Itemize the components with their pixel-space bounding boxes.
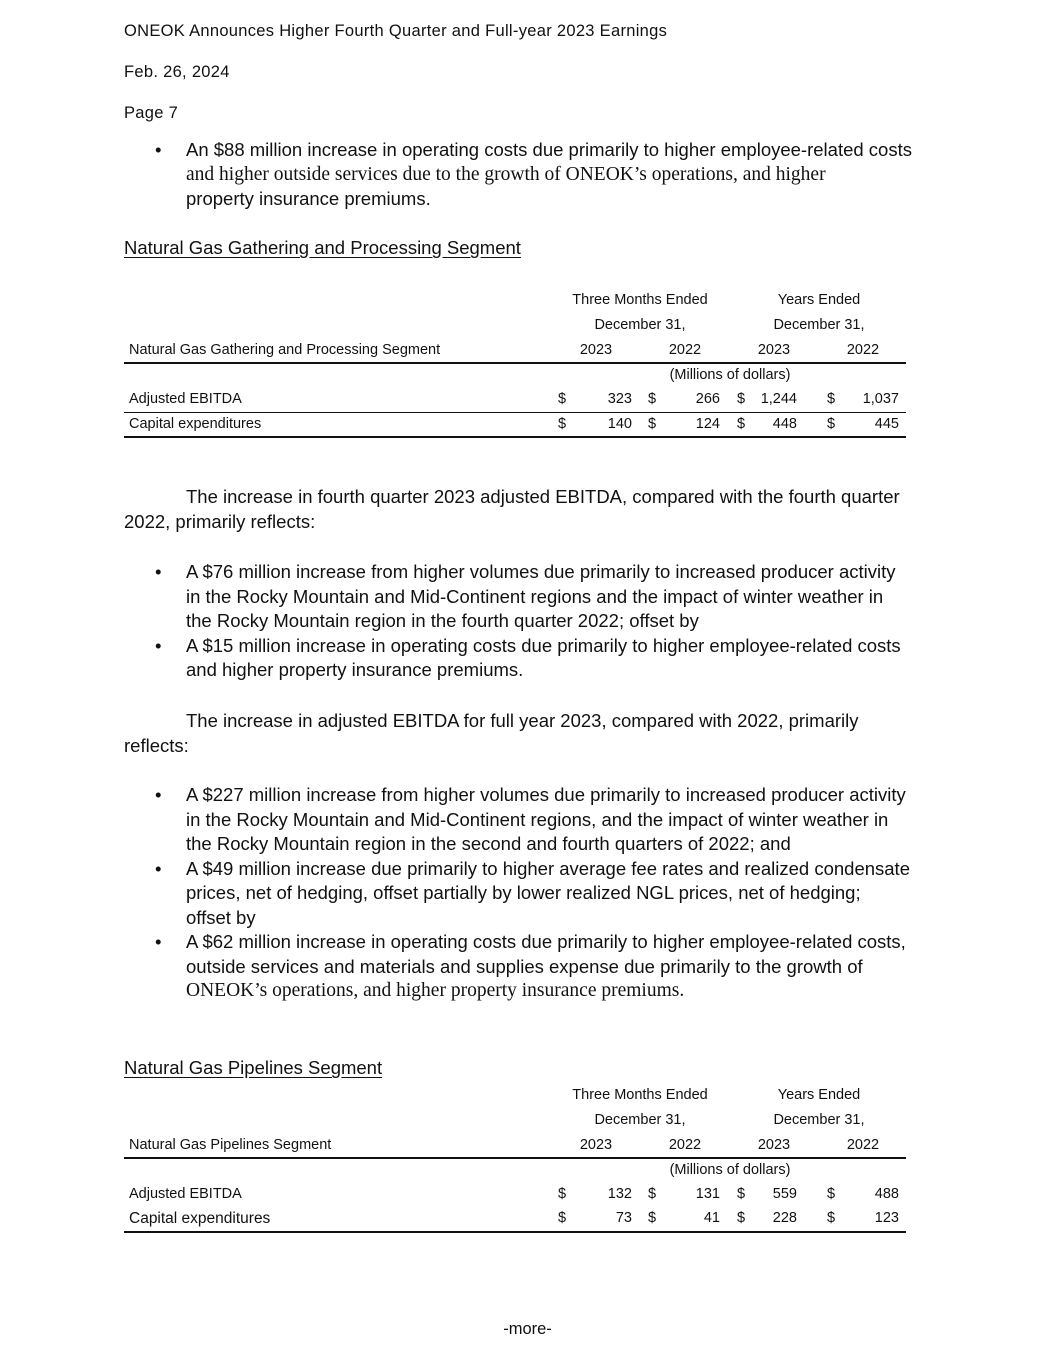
bullet-icon: •: [155, 784, 162, 805]
table-cell: 132: [607, 1186, 632, 1202]
table-cell: 131: [695, 1186, 720, 1202]
table-rule: [124, 362, 906, 364]
column-group-subheader: December 31,: [594, 1112, 686, 1128]
table-cell: 73: [615, 1210, 632, 1226]
table-rule: [124, 1231, 906, 1233]
list-item: • A $76 million increase from higher volumes due primarily to increased producer activity in the Rocky Mountain and Mid-Continent regions and the impact of winter weather in the Rocky Mountain region in the fourth quarter 2022; offset by: [155, 561, 896, 631]
table-rule: [124, 412, 906, 413]
table-cell: 448: [772, 416, 797, 432]
row-label: Adjusted EBITDA: [129, 1186, 242, 1202]
page-footer: -more-: [503, 1320, 552, 1338]
bullet-icon: •: [155, 634, 162, 656]
document-title: ONEOK Announces Higher Fourth Quarter and Full-year 2023 Earnings: [124, 22, 668, 40]
list-item: • A $227 million increase from higher volumes due primarily to increased producer activity in the Rocky Mountain and Mid-Continent regions, and the impact of winter weather in the Rocky Mountain region in the second and fourth quarters of 2022; and: [155, 784, 906, 854]
units-label: (Millions of dollars): [669, 1162, 791, 1178]
list-item: • A $62 million increase in operating costs due primarily to higher employee-related costs, outside services and materials and supplies expense due primarily to the growth of ONEOK’s operations, and higher property insurance premiums.: [155, 931, 906, 1001]
table-row: Adjusted EBITDA $ 132 $ 131 $ 559 $ 488: [129, 1186, 899, 1202]
column-group-header: Years Ended: [777, 292, 861, 308]
bullet-icon: •: [155, 931, 162, 952]
column-group-header: Three Months Ended: [572, 292, 708, 308]
table-cell: 41: [703, 1210, 720, 1226]
column-header-year: 2022: [668, 1137, 702, 1153]
q4-paragraph: The increase in fourth quarter 2023 adjusted EBITDA, compared with the fourth quarter 2022, primarily reflects:: [124, 486, 900, 532]
pipelines-section-title: Natural Gas Pipelines Segment: [124, 1057, 383, 1078]
column-group-header: Years Ended: [777, 1087, 861, 1103]
table-cell: 488: [874, 1186, 899, 1202]
list-item: • A $15 million increase in operating costs due primarily to higher employee-related costs and higher property insurance premiums.: [155, 634, 901, 680]
bullet-icon: •: [155, 139, 162, 160]
bullet-icon: •: [155, 561, 162, 582]
table-cell: 1,037: [862, 391, 899, 407]
table-cell: 559: [772, 1186, 797, 1202]
full-year-bullet-list: [124, 783, 944, 1004]
table-rule: [124, 436, 906, 438]
table-cell: 124: [695, 416, 720, 432]
row-label: Capital expenditures: [129, 416, 262, 432]
column-group-subheader: December 31,: [594, 317, 686, 333]
table-row-label-header: Natural Gas Gathering and Processing Segment: [129, 342, 441, 358]
table-cell: 266: [695, 391, 720, 407]
table-cell: 228: [772, 1210, 797, 1226]
table-rule: [124, 1157, 906, 1159]
table-cell: 445: [874, 416, 899, 432]
units-label: (Millions of dollars): [669, 367, 791, 383]
table-cell: 1,244: [760, 391, 797, 407]
column-header-year: 2023: [757, 1137, 791, 1153]
list-item: • An $88 million increase in operating costs due primarily to higher employee-related costs and higher outside services due to the growth of ONEOK’s operations, and higher property insurance premiums.: [155, 139, 912, 209]
column-header-year: 2022: [846, 1137, 880, 1153]
full-year-paragraph: The increase in adjusted EBITDA for full year 2023, compared with 2022, primarily reflects:: [124, 710, 859, 756]
column-group-subheader: December 31,: [773, 1112, 865, 1128]
list-item: • A $49 million increase due primarily to higher average fee rates and realized condensate prices, net of hedging, offset partially by lower realized NGL prices, net of hedging; offset by: [155, 857, 910, 928]
table-cell: 323: [607, 391, 632, 407]
column-group-header: Three Months Ended: [572, 1087, 708, 1103]
page-number: Page 7: [124, 104, 179, 122]
column-header-year: 2022: [668, 342, 702, 358]
q4-bullet-list: [124, 560, 944, 683]
column-header-year: 2023: [579, 342, 613, 358]
document-date: Feb. 26, 2024: [124, 63, 230, 81]
column-group-subheader: December 31,: [773, 317, 865, 333]
row-label: Adjusted EBITDA: [129, 391, 242, 407]
carryover-bullet: [124, 138, 944, 212]
table-row-label-header: Natural Gas Pipelines Segment: [129, 1137, 332, 1153]
row-label: Capital expenditures: [129, 1210, 271, 1227]
table-row: Capital expenditures $ 73 $ 41 $ 228 $ 123: [129, 1210, 899, 1227]
column-header-year: 2022: [846, 342, 880, 358]
gathering-section-title: Natural Gas Gathering and Processing Segment: [124, 237, 521, 258]
column-header-year: 2023: [757, 342, 791, 358]
table-cell: 140: [607, 416, 632, 432]
table-row: Capital expenditures $ 140 $ 124 $ 448 $ 445: [129, 416, 899, 432]
bullet-icon: •: [155, 857, 162, 879]
column-header-year: 2023: [579, 1137, 613, 1153]
table-row: Adjusted EBITDA $ 323 $ 266 $ 1,244 $ 1,037: [129, 391, 899, 407]
table-cell: 123: [874, 1210, 899, 1226]
